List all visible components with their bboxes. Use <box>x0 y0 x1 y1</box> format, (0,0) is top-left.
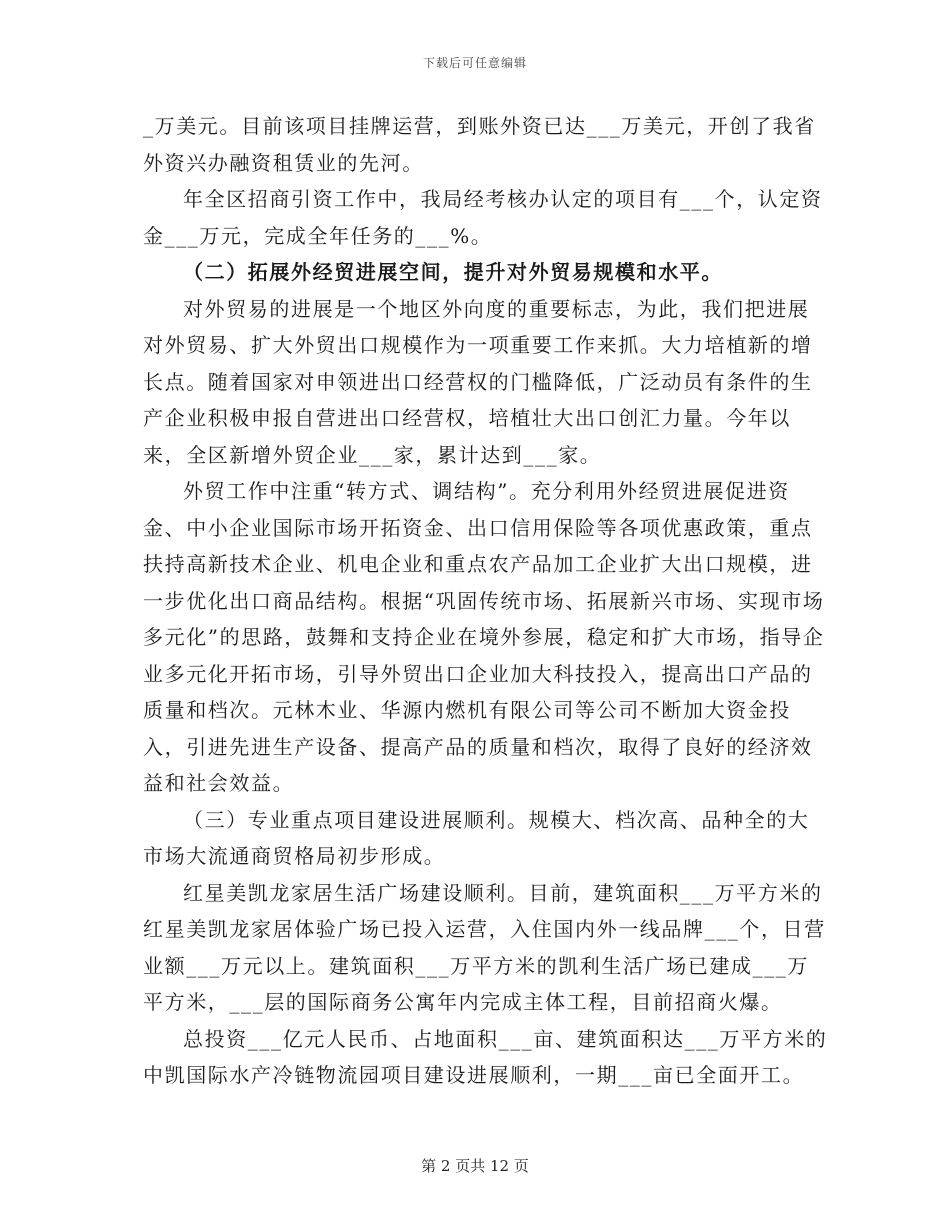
section-heading-3: （三）专业重点项目建设进展顺利。规模大、档次高、品种全的大市场大流通商贸格局初步形成。 <box>143 807 810 868</box>
paragraph-cold-chain-park: 总投资___亿元人民币、占地面积___亩、建筑面积达___万平方米的中凯国际水产冷链物流园项目建设进展顺利，一期___亩已全面开工。 <box>143 1026 828 1087</box>
paragraph-continuation: _万美元。目前该项目挂牌运营，到账外资已达___万美元，开创了我省外资兴办融资租赁业的先河。 <box>143 114 816 175</box>
document-body <box>143 108 828 1094</box>
paragraph-trade-structure: 外贸工作中注重“转方式、调结构”。充分利用外经贸进展促进资金、中小企业国际市场开拓资金、出口信用保险等各项优惠政策，重点扶持高新技术企业、机电企业和重点农产品加工企业扩大出口规模，进一步优化出口商品结构。根据“巩固传统市场、拓展新兴市场、实现市场多元化”的思路，鼓舞和支持企业在境外参展，稳定和扩大市场，指导企业多元化开拓市场，引导外贸出口企业加大科技投入，提高出口产品的质量和档次。元林木业、华源内燃机有限公司等公司不断加大资金投入，引进先进生产设备、提高产品的质量和档次，取得了良好的经济效益和社会效益。 <box>143 479 825 795</box>
download-note: 下载后可任意编辑 <box>422 56 527 70</box>
paragraph-foreign-trade: 对外贸易的进展是一个地区外向度的重要标志，为此，我们把进展对外贸易、扩大外贸出口规模作为一项重要工作来抓。大力培植新的增长点。随着国家对申领进出口经营权的门槛降低，广泛动员有条件的生产企业积极申报自营进出口经营权，培植壮大出口创汇力量。今年以来，全区新增外贸企业___家，累计达到___家。 <box>143 296 813 467</box>
page-number: 第 2 页共 12 页 <box>421 1157 529 1175</box>
paragraph-red-star-plaza: 红星美凯龙家居生活广场建设顺利。目前，建筑面积___万平方米的红星美凯龙家居体验广场已投入运营，入住国内外一线品牌___个，日营业额___万元以上。建筑面积___万平方米的凯利生活广场已建成___万平方米，___层的国际商务公寓年内完成主体工程，目前招商火爆。 <box>143 880 826 1014</box>
paragraph-investment-summary: 年全区招商引资工作中，我局经考核办认定的项目有___个，认定资金___万元，完成全年任务的___%。 <box>143 187 823 248</box>
section-heading-2: （二）拓展外经贸进展空间，提升对外贸易规模和水平。 <box>183 260 723 284</box>
